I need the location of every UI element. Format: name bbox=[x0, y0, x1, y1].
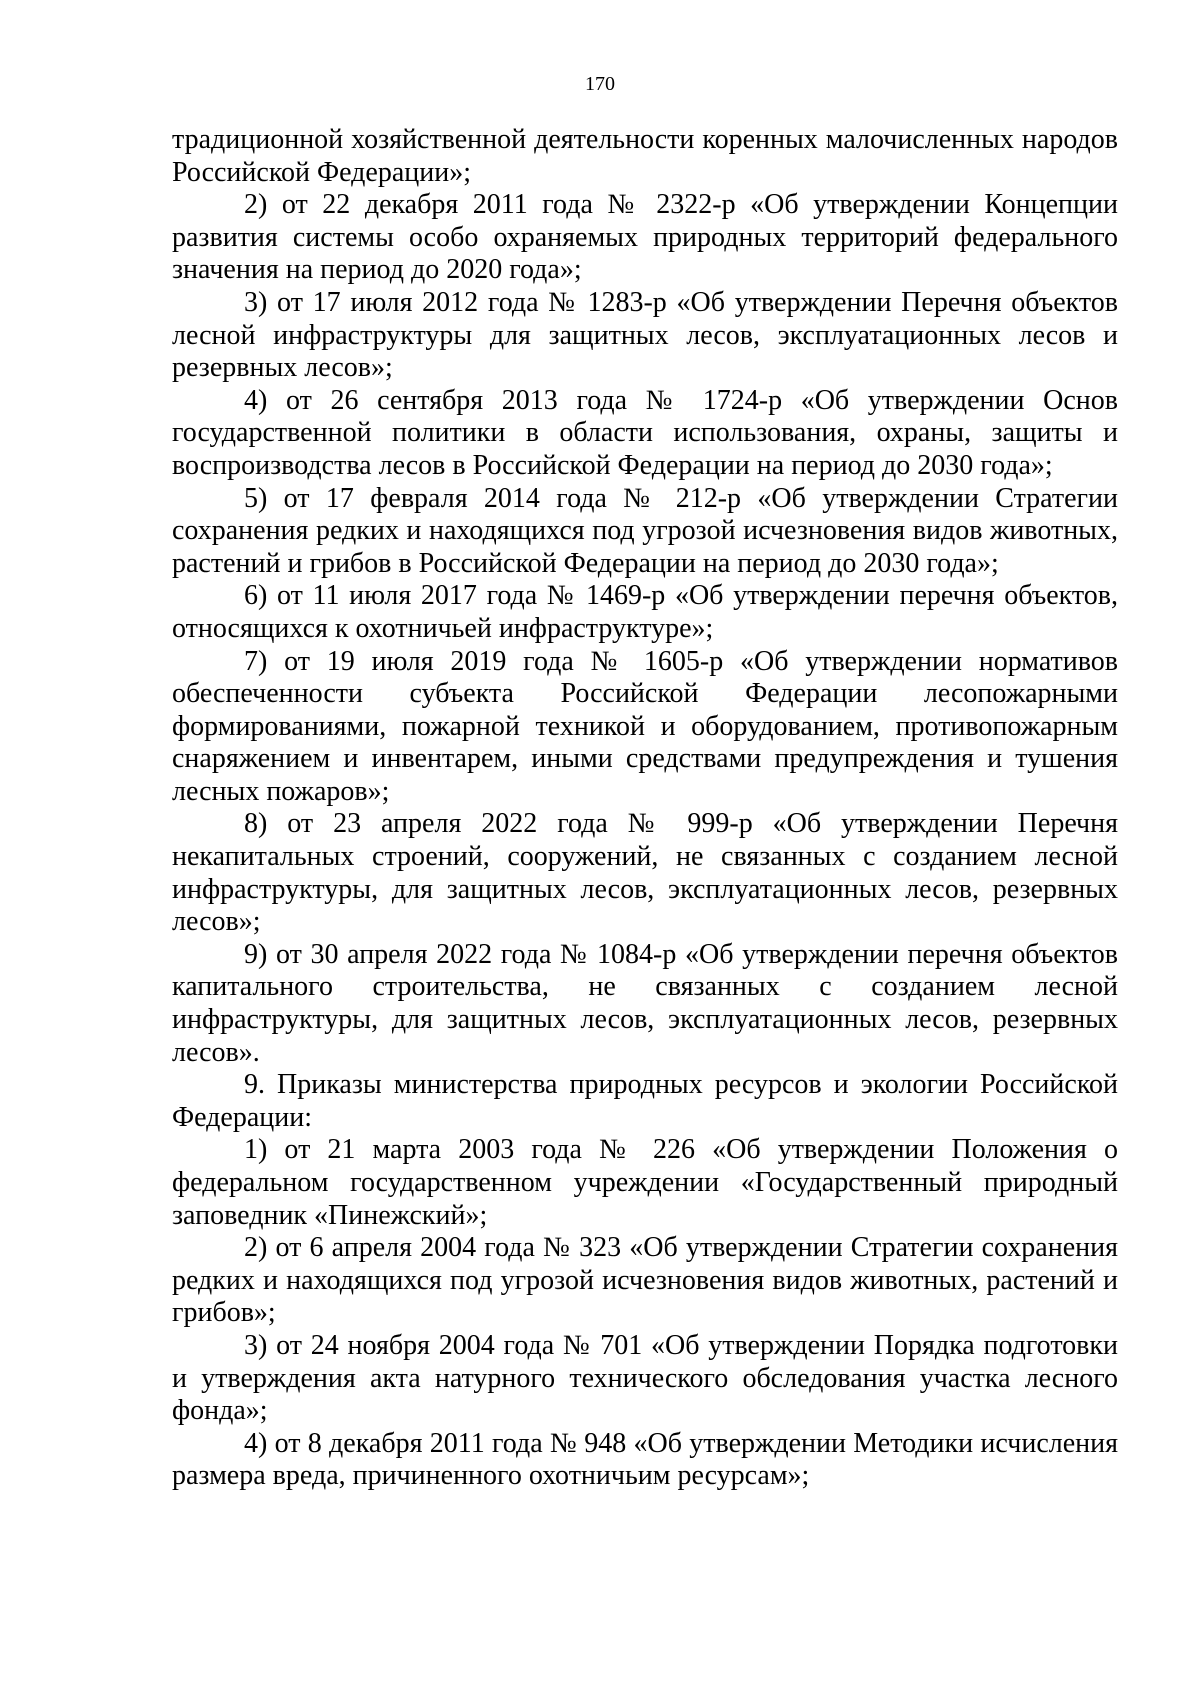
paragraph: 5) от 17 февраля 2014 года № 212-р «Об утверждении Стратегии сохранения редких и находящихся под угрозой исчезновения видов животных, растений и грибов в Российской Федерации на период до 2030 года»; bbox=[172, 482, 1118, 579]
section-heading: 9. Приказы министерства природных ресурсов и экологии Российской Федерации: bbox=[172, 1069, 1118, 1133]
paragraph: 3) от 24 ноября 2004 года № 701 «Об утверждении Порядка подготовки и утверждения акта натурного технического обследования участка лесного фонда»; bbox=[172, 1329, 1118, 1427]
paragraph: 1) от 21 марта 2003 года № 226 «Об утверждении Положения о федеральном государственном учреждении «Государственный природный заповедник «Пинежский»; bbox=[172, 1134, 1118, 1231]
paragraph: 2) от 6 апреля 2004 года № 323 «Об утверждении Стратегии сохранения редких и находящихся под угрозой исчезновения видов животных, растений и грибов»; bbox=[172, 1232, 1118, 1329]
paragraph: 4) от 8 декабря 2011 года № 948 «Об утверждении Методики исчисления размера вреда, причиненного охотничьим ресурсам»; bbox=[172, 1427, 1118, 1492]
paragraph: традиционной хозяйственной деятельности коренных малочисленных народов Российской Федерации»; bbox=[172, 124, 1118, 188]
paragraph: 2) от 22 декабря 2011 года № 2322-р «Об утверждении Концепции развития системы особо охраняемых природных территорий федерального значения на период до 2020 года»; bbox=[172, 189, 1118, 286]
paragraph: 4) от 26 сентября 2013 года № 1724-р «Об утверждении Основ государственной политики в области использования, охраны, защиты и воспроизводства лесов в Российской Федерации на период до 2030 года»; bbox=[172, 384, 1118, 481]
page-number: 170 bbox=[585, 73, 615, 95]
paragraph: 9) от 30 апреля 2022 года № 1084-р «Об утверждении перечня объектов капитального строительства, не связанных с созданием лесной инфраструктуры, для защитных лесов, эксплуатационных лесов, резервных лесов». bbox=[172, 938, 1118, 1068]
paragraph: 7) от 19 июля 2019 года № 1605-р «Об утверждении нормативов обеспеченности субъекта Российской Федерации лесопожарными формированиями, пожарной техникой и оборудованием, противопожарным снаряжением и инвентарем, иными средствами предупреждения и тушения лесных пожаров»; bbox=[172, 645, 1118, 807]
paragraph: 8) от 23 апреля 2022 года № 999-р «Об утверждении Перечня некапитальных строений, сооружений, не связанных с созданием лесной инфраструктуры, для защитных лесов, эксплуатационных лесов, резервных лесов»; bbox=[172, 808, 1118, 938]
document-body bbox=[172, 124, 1118, 1493]
paragraph: 3) от 17 июля 2012 года № 1283-р «Об утверждении Перечня объектов лесной инфраструктуры для защитных лесов, эксплуатационных лесов и резервных лесов»; bbox=[172, 286, 1118, 384]
paragraph: 6) от 11 июля 2017 года № 1469-р «Об утверждении перечня объектов, относящихся к охотничьей инфраструктуре»; bbox=[172, 580, 1118, 644]
